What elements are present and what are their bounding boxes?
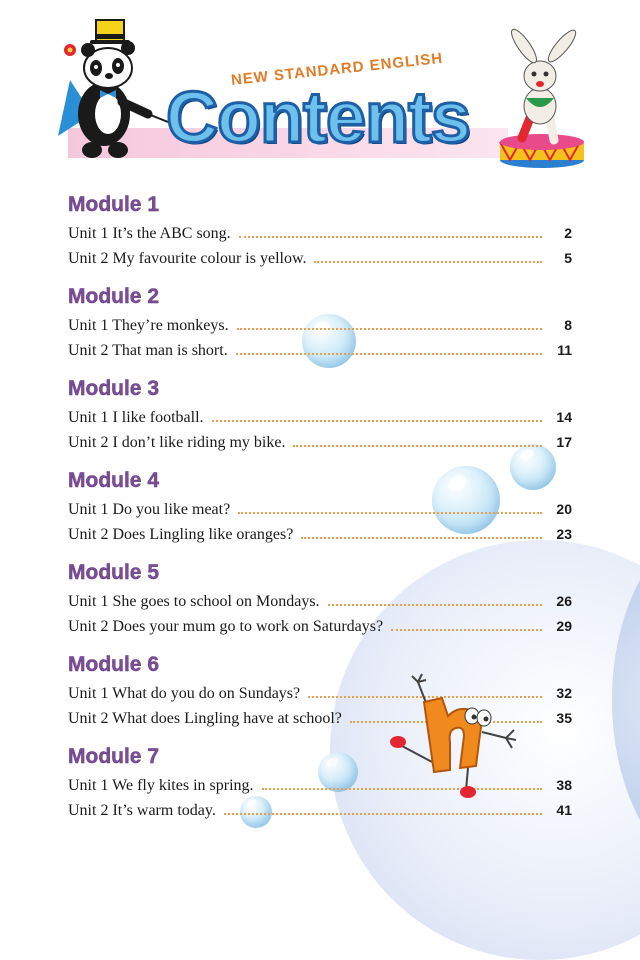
dot-leader — [328, 604, 542, 606]
unit-label: Unit 2 What does Lingling have at school? — [68, 710, 342, 727]
unit-label: Unit 1 I like football. — [68, 409, 204, 426]
dot-leader — [301, 537, 542, 539]
unit-entry[interactable] — [68, 589, 572, 614]
unit-entry[interactable] — [68, 246, 572, 271]
page-number: 2 — [564, 225, 572, 241]
unit-label: Unit 1 We fly kites in spring. — [68, 777, 254, 794]
unit-label: Unit 2 That man is short. — [68, 342, 228, 359]
page-number: 38 — [556, 777, 572, 793]
unit-entry[interactable] — [68, 313, 572, 338]
page-number: 41 — [556, 802, 572, 818]
unit-entry[interactable] — [68, 614, 572, 639]
module-section — [68, 284, 572, 363]
rabbit-illustration — [492, 22, 592, 172]
module-title: Module 2 — [68, 285, 160, 308]
contents-header — [0, 0, 640, 180]
page-title: Contents — [166, 78, 470, 158]
page-number: 17 — [556, 434, 572, 450]
dot-leader — [236, 353, 542, 355]
module-title: Module 6 — [68, 653, 160, 676]
unit-label: Unit 2 Does your mum go to work on Saturdays? — [68, 618, 384, 635]
module-title: Module 7 — [68, 745, 160, 768]
page-number: 23 — [556, 526, 572, 542]
letter-character-illustration — [388, 672, 520, 802]
module-title: Module 5 — [68, 561, 160, 584]
page-number: 14 — [556, 409, 572, 425]
dot-leader — [293, 445, 542, 447]
page-number: 5 — [564, 250, 572, 266]
page-number: 29 — [556, 618, 572, 634]
unit-label: Unit 2 It’s warm today. — [68, 802, 216, 819]
module-section — [68, 560, 572, 639]
dot-leader — [239, 236, 542, 238]
unit-label: Unit 1 Do you like meat? — [68, 501, 231, 518]
unit-label: Unit 2 I don’t like riding my bike. — [68, 434, 286, 451]
dot-leader — [212, 420, 542, 422]
page-number: 26 — [556, 593, 572, 609]
unit-entry[interactable] — [68, 338, 572, 363]
page-number: 11 — [557, 342, 572, 358]
series-subtitle: NEW STANDARD ENGLISH — [230, 49, 444, 89]
module-section — [68, 376, 572, 455]
page-number: 32 — [556, 685, 572, 701]
unit-label: Unit 1 What do you do on Sundays? — [68, 685, 301, 702]
module-title: Module 4 — [68, 469, 160, 492]
unit-entry[interactable] — [68, 497, 572, 522]
unit-entry[interactable] — [68, 221, 572, 246]
page-number: 35 — [556, 710, 572, 726]
dot-leader — [224, 813, 542, 815]
unit-label: Unit 2 My favourite colour is yellow. — [68, 250, 307, 267]
page-number: 20 — [556, 501, 572, 517]
dot-leader — [314, 261, 542, 263]
unit-label: Unit 1 It’s the ABC song. — [68, 225, 231, 242]
unit-entry[interactable] — [68, 430, 572, 455]
dot-leader — [237, 328, 542, 330]
module-section — [68, 192, 572, 271]
unit-label: Unit 1 She goes to school on Mondays. — [68, 593, 320, 610]
page-number: 8 — [564, 317, 572, 333]
dot-leader — [238, 512, 542, 514]
module-title: Module 3 — [68, 377, 160, 400]
unit-label: Unit 1 They’re monkeys. — [68, 317, 229, 334]
panda-magician-illustration — [52, 18, 172, 163]
module-section — [68, 468, 572, 547]
unit-label: Unit 2 Does Lingling like oranges? — [68, 526, 294, 543]
unit-entry[interactable] — [68, 405, 572, 430]
module-title: Module 1 — [68, 193, 160, 216]
unit-entry[interactable] — [68, 522, 572, 547]
dot-leader — [391, 629, 542, 631]
